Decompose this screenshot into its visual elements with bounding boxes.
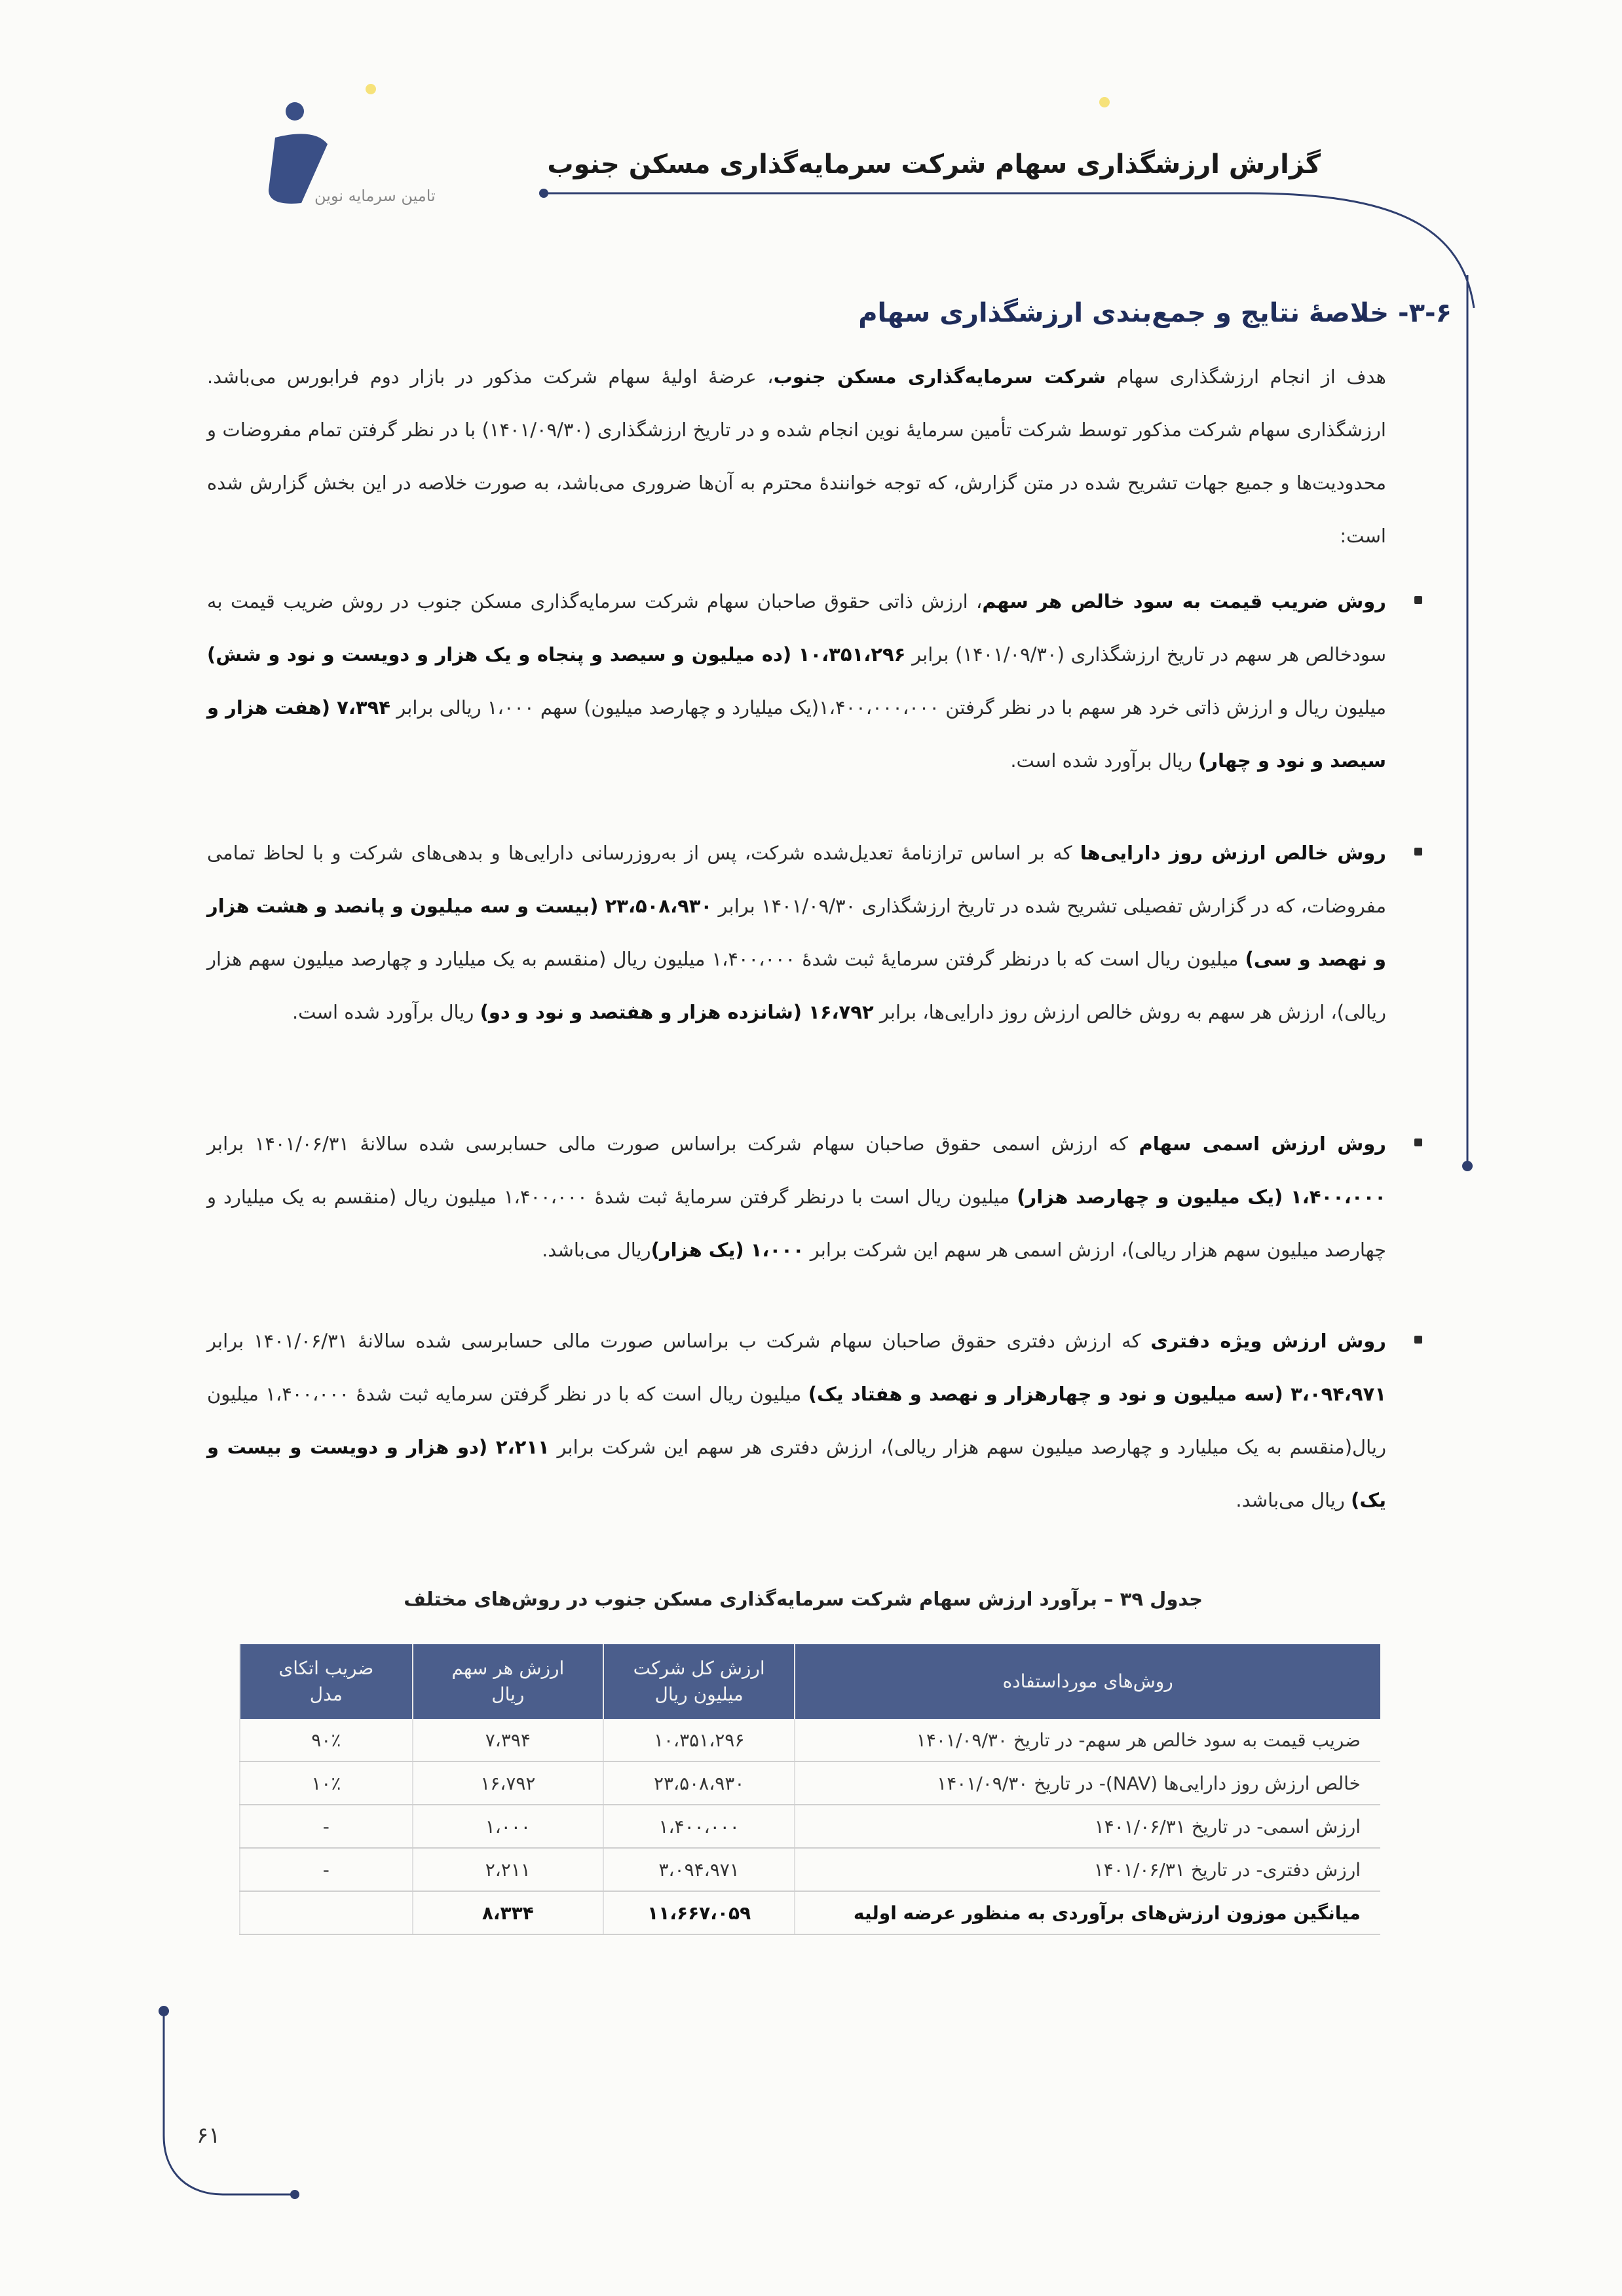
header-share-value — [413, 1644, 603, 1719]
cell-method: ضریب قیمت به سود خالص هر سهم- در تاریخ ۱۴۰۱/۰۹/۳۰ — [795, 1719, 1380, 1761]
left-border-decoration — [151, 2004, 321, 2214]
bullet-lead: روش ارزش اسمی سهام — [1139, 1133, 1387, 1155]
bullet-text: ریال برآورد شده است. — [1010, 749, 1199, 772]
header-weight-line1: ضریب اتکای — [278, 1657, 374, 1679]
bullet-marker — [1414, 1139, 1422, 1146]
cell-method: میانگین موزون ارزش‌های برآوردی به منظور عرضه اولیه — [795, 1891, 1380, 1934]
intro-text: ، عرضهٔ اولیهٔ سهام شرکت مذکور در بازار دوم فرابورس می‌باشد. ارزشگذاری سهام شرکت مذکور توسط شرکت تأمین سرمایهٔ نوین انجام شده و در تاریخ ارزشگذاری (۱۴۰۱/۰۹/۳۰) با در نظر گرفتن تمام مفروضات و محدودیت‌ها و جمیع جهات تشریح شده در متن گزارش، که توجه خوانندهٔ محترم به آن‌ها ضروری می‌باشد، به صورت خلاصه در این بخش گزارش شده است: — [207, 366, 1386, 547]
bullet-text: که ارزش دفتری حقوق صاحبان سهام شرکت ب براساس صورت مالی حسابرسی شده سالانهٔ ۱۴۰۱/۰۶/۳۱ برابر — [207, 1330, 1151, 1352]
cell-weight: - — [240, 1848, 413, 1891]
header-total-line1: ارزش کل شرکت — [633, 1657, 765, 1679]
cell-weight — [240, 1891, 413, 1934]
logo-text: تامین سرمایه نوین — [314, 187, 436, 205]
cell-total: ۲۳،۵۰۸،۹۳۰ — [603, 1761, 795, 1805]
bullet-text: ریال برآورد شده است. — [292, 1001, 480, 1023]
accent-dot — [1099, 97, 1110, 107]
cell-total: ۱۰،۳۵۱،۲۹۶ — [603, 1719, 795, 1761]
cell-method: خالص ارزش روز دارایی‌ها (NAV)- در تاریخ ۱۴۰۱/۰۹/۳۰ — [795, 1761, 1380, 1805]
bullet-text: میلیون ریال است که با درنظر گرفتن سرمایهٔ ثبت شدهٔ ۱،۴۰۰،۰۰۰ میلیون ریال (منقسم به یک میلیارد و چهارصد میلیون سهم هزار ریالی)، ارزش هر سهم به روش خالص ارزش روز دارایی‌ها، برابر — [207, 948, 1386, 1023]
bullet-pe-method — [207, 575, 1386, 787]
bullet-nav-method — [207, 827, 1386, 1039]
table-row — [240, 1848, 1380, 1891]
header-share-line2: ریال — [491, 1684, 525, 1705]
bullet-lead: روش ضریب قیمت به سود خالص هر سهم — [982, 590, 1386, 612]
header-method: روش‌های مورداستفاده — [795, 1644, 1380, 1719]
header-share-line1: ارزش هر سهم — [451, 1657, 565, 1679]
cell-share: ۱،۰۰۰ — [413, 1805, 603, 1848]
bullet-text: ریال می‌باشد. — [542, 1239, 651, 1261]
bullet-value: ۲۳،۵۰۸،۹۳۰ (بیست و سه میلیون و پانصد و هشت هزار و نهصد و سی) — [207, 895, 1386, 970]
bullet-marker — [1414, 1336, 1422, 1344]
intro-paragraph — [207, 350, 1386, 563]
cell-method: ارزش اسمی- در تاریخ ۱۴۰۱/۰۶/۳۱ — [795, 1805, 1380, 1848]
page-number: ۶۱ — [197, 2122, 221, 2149]
valuation-table — [239, 1644, 1380, 1935]
header-weight — [240, 1644, 413, 1719]
right-border-decoration — [1428, 275, 1507, 1179]
bullet-value: ۷،۳۹۴ (هفت هزار و سیصد و نود و چهار) — [207, 696, 1386, 772]
bullet-lead: روش خالص ارزش روز دارایی‌ها — [1080, 842, 1387, 864]
cell-total: ۱۱،۶۶۷،۰۵۹ — [603, 1891, 795, 1934]
bullet-text: که ارزش اسمی حقوق صاحبان سهام شرکت براساس صورت مالی حسابرسی شده سالانهٔ ۱۴۰۱/۰۶/۳۱ برابر — [207, 1133, 1139, 1155]
section-heading: ۳-۶- خلاصهٔ نتایج و جمع‌بندی ارزشگذاری سهام — [858, 298, 1452, 328]
cell-total: ۱،۴۰۰،۰۰۰ — [603, 1805, 795, 1848]
bullet-value: ۳،۰۹۴،۹۷۱ (سه میلیون و نود و چهارهزار و نهصد و هفتاد یک) — [808, 1383, 1387, 1405]
bullet-value: ۲،۲۱۱ (دو هزار و دویست و بیست و یک) — [207, 1436, 1386, 1511]
table-row — [240, 1805, 1380, 1848]
table-total-row — [240, 1891, 1380, 1934]
table-row — [240, 1719, 1380, 1761]
bullet-book-value-method — [207, 1315, 1386, 1527]
cell-method: ارزش دفتری- در تاریخ ۱۴۰۱/۰۶/۳۱ — [795, 1848, 1380, 1891]
cell-share: ۸،۳۳۴ — [413, 1891, 603, 1934]
header-title: گزارش ارزشگذاری سهام شرکت سرمایه‌گذاری مسکن جنوب — [547, 149, 1321, 179]
bullet-value: ۱۶،۷۹۲ (شانزده هزار و هفتصد و نود و دو) — [480, 1001, 874, 1023]
table-header-row — [240, 1644, 1380, 1719]
cell-share: ۲،۲۱۱ — [413, 1848, 603, 1891]
table-row — [240, 1761, 1380, 1805]
cell-share: ۷،۳۹۴ — [413, 1719, 603, 1761]
bullet-marker — [1414, 848, 1422, 856]
intro-text: هدف از انجام ارزشگذاری سهام — [1106, 366, 1386, 388]
bullet-value: ۱،۰۰۰ (یک هزار) — [651, 1239, 804, 1261]
cell-weight: - — [240, 1805, 413, 1848]
cell-weight: ۱۰٪ — [240, 1761, 413, 1805]
company-name: شرکت سرمایه‌گذاری مسکن جنوب — [773, 366, 1106, 388]
header-weight-line2: مدل — [309, 1684, 343, 1705]
bullet-nominal-method — [207, 1118, 1386, 1277]
cell-share: ۱۶،۷۹۲ — [413, 1761, 603, 1805]
bullet-value: ۱،۴۰۰،۰۰۰ (یک میلیون و چهارصد هزار) — [1017, 1186, 1386, 1208]
accent-dot — [366, 84, 376, 94]
bullet-text: که بر اساس ترازنامهٔ تعدیل‌شده شرکت، پس از به‌روزرسانی دارایی‌ها و بدهی‌های شرکت و با لحاظ تمامی مفروضات، که در گزارش تفصیلی تشریح شده در تاریخ ارزشگذاری ۱۴۰۱/۰۹/۳۰ برابر — [207, 842, 1387, 917]
bullet-marker — [1414, 596, 1422, 604]
bullet-text: میلیون ریال و ارزش ذاتی خرد هر سهم با در نظر گرفتن ۱،۴۰۰،۰۰۰،۰۰۰(یک میلیارد و چهارصد میلیون) سهم ۱،۰۰۰ ریالی برابر — [390, 696, 1386, 719]
bullet-text: میلیون ریال است با درنظر گرفتن سرمایهٔ ثبت شدهٔ ۱،۴۰۰،۰۰۰ میلیون ریال (منقسم به یک میلیارد و چهارصد میلیون سهم هزار ریالی)، ارزش اسمی هر سهم این شرکت برابر — [207, 1186, 1386, 1261]
bullet-value: ۱۰،۳۵۱،۲۹۶ (ده میلیون و سیصد و پنجاه و یک هزار و دویست و نود و شش) — [207, 643, 906, 666]
bullet-lead: روش ارزش ویژه دفتری — [1150, 1330, 1386, 1352]
header-total-value — [603, 1644, 795, 1719]
header-total-line2: میلیون ریال — [654, 1684, 744, 1705]
bullet-text: ، ارزش ذاتی حقوق صاحبان سهام شرکت سرمایه‌گذاری مسکن جنوب در روش ضریب قیمت به سودخالص هر سهم در تاریخ ارزشگذاری (۱۴۰۱/۰۹/۳۰) برابر — [207, 590, 1386, 666]
cell-weight: ۹۰٪ — [240, 1719, 413, 1761]
table-caption: جدول ۳۹ – برآورد ارزش سهام شرکت سرمایه‌گذاری مسکن جنوب در روش‌های مختلف — [404, 1588, 1203, 1610]
cell-total: ۳،۰۹۴،۹۷۱ — [603, 1848, 795, 1891]
bullet-text: میلیون ریال است که با در نظر گرفتن سرمایه ثبت شدهٔ ۱،۴۰۰،۰۰۰ میلیون ریال(منقسم به یک میلیارد و چهارصد میلیون سهم هزار ریالی)، ارزش دفتری هر سهم این شرکت برابر — [207, 1383, 1386, 1458]
bullet-text: ریال می‌باشد. — [1235, 1489, 1351, 1511]
